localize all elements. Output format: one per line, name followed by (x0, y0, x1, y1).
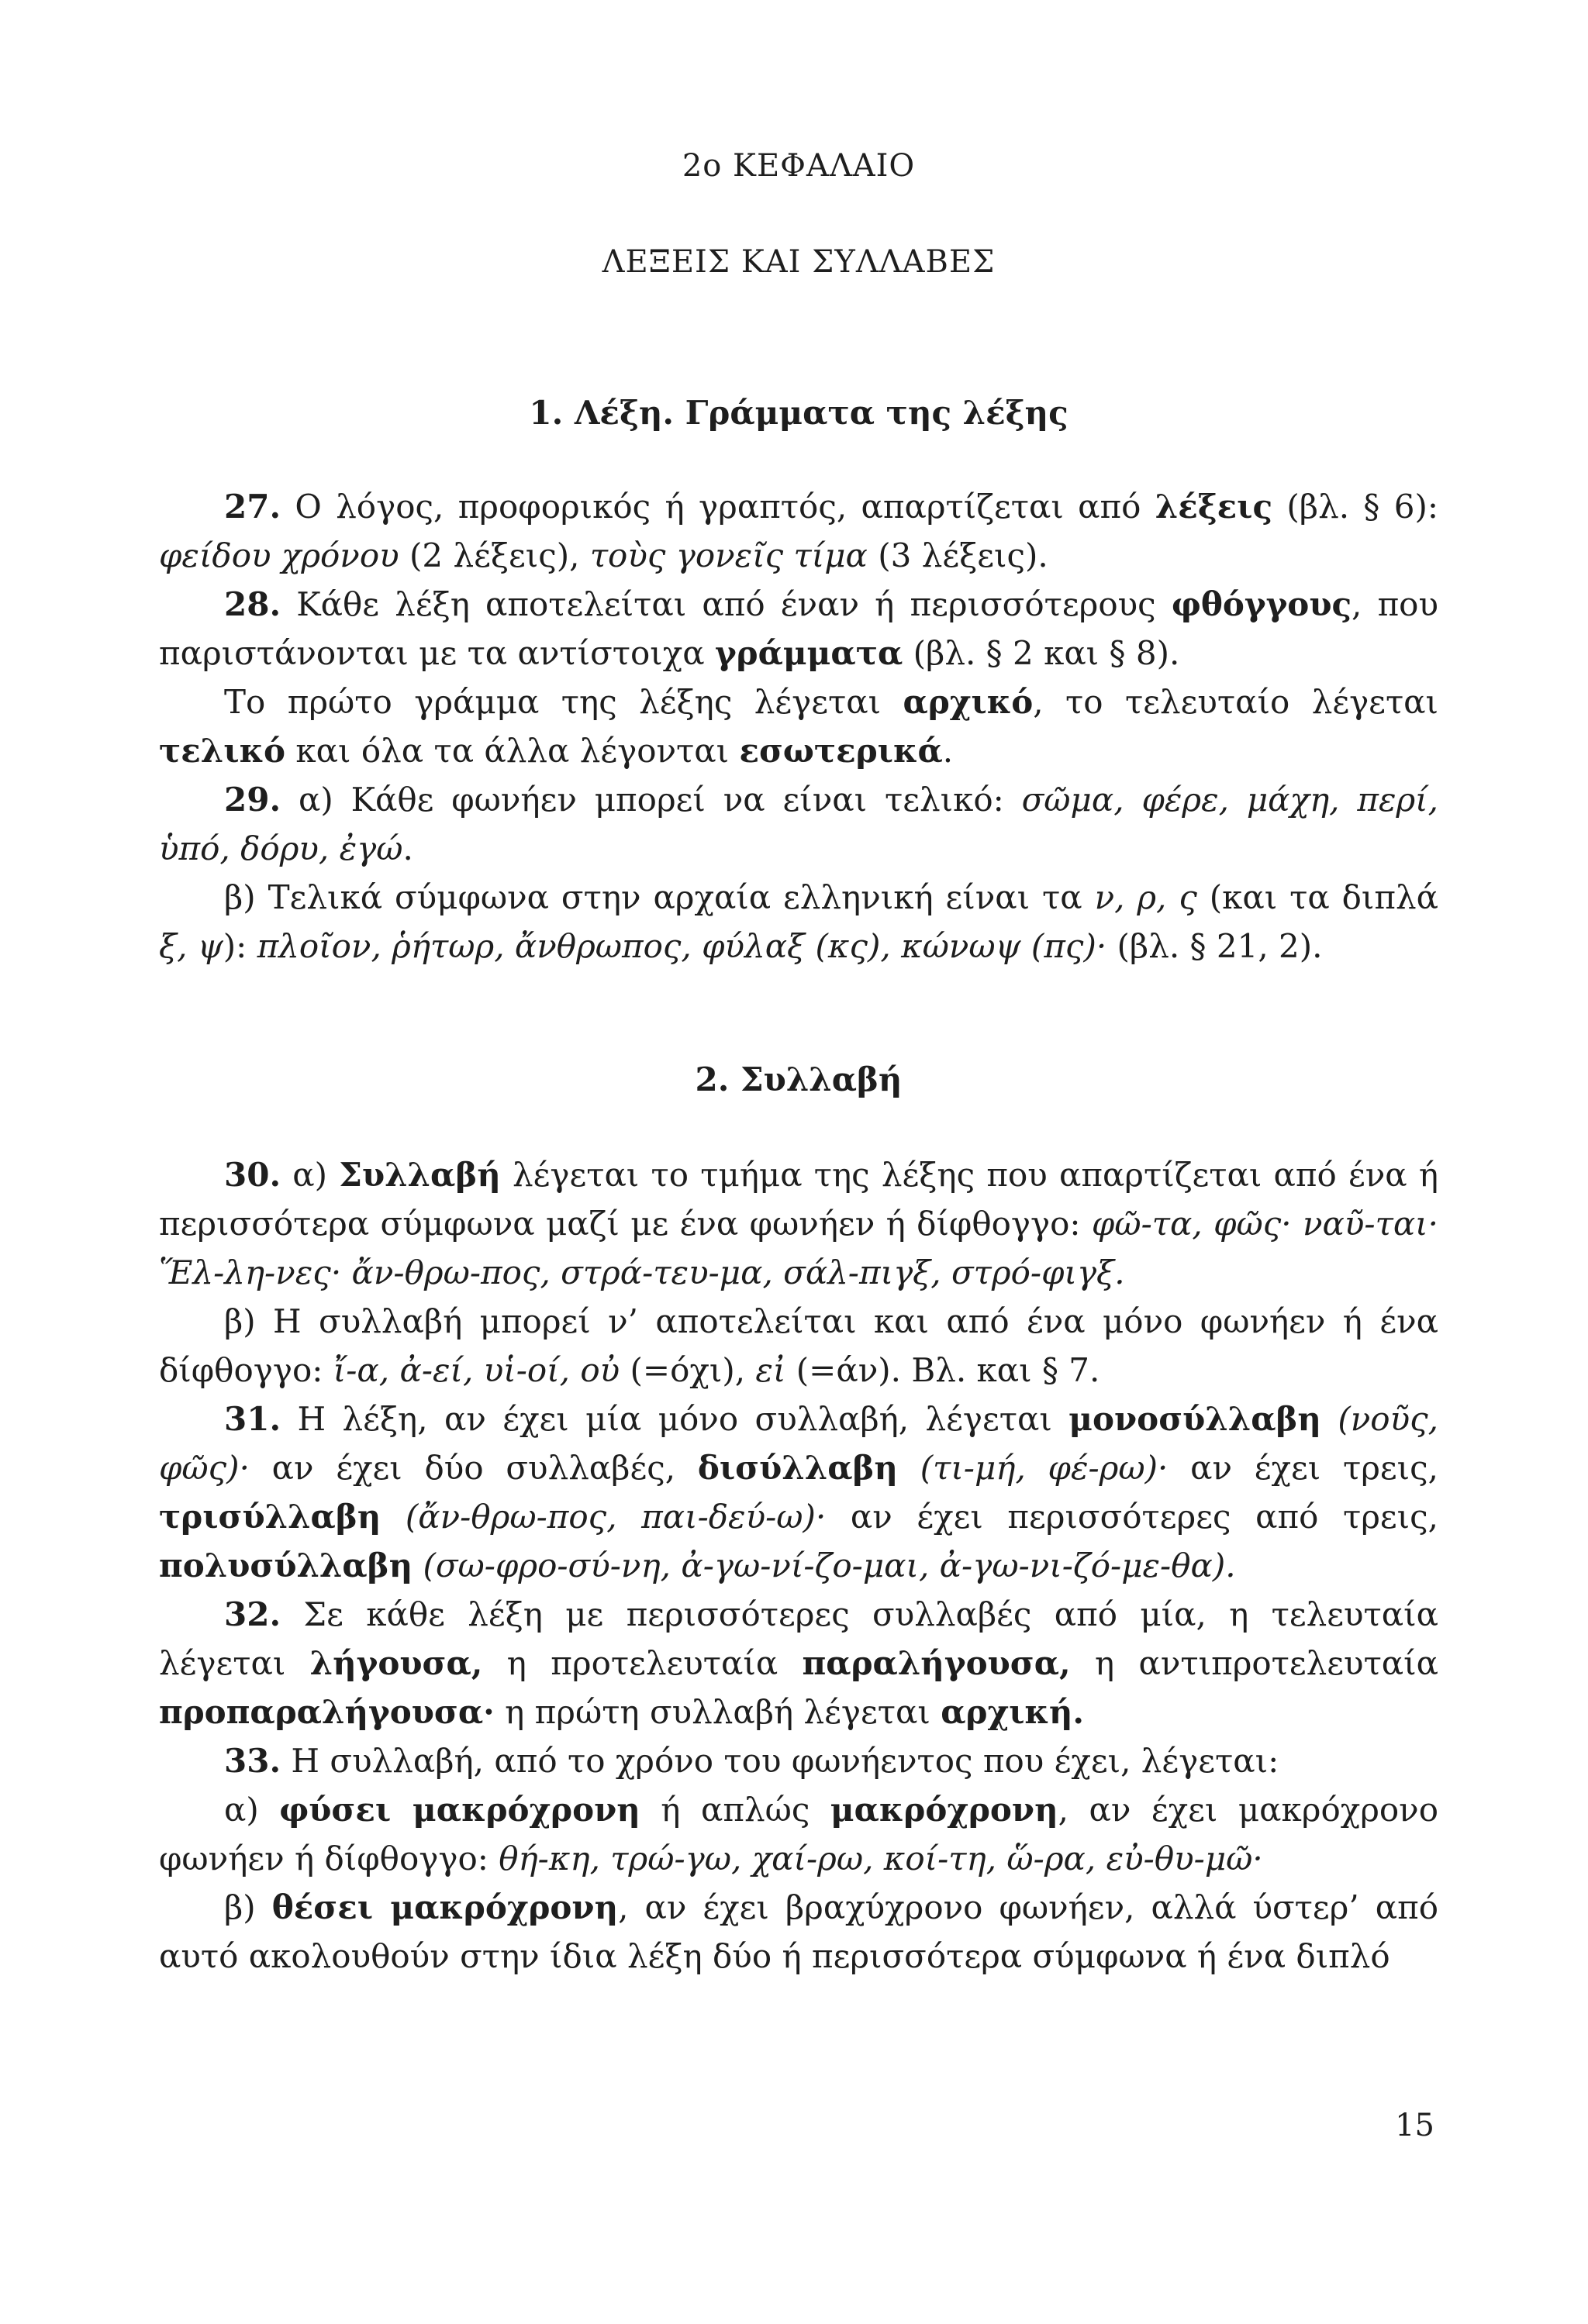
text-run: (=άν). Βλ. και § 7. (785, 1351, 1100, 1389)
text-run: Κάθε λέξη αποτελείται από έναν ή περισσότερους (281, 585, 1172, 623)
text-run: (βλ. § 21, 2). (1106, 927, 1323, 965)
text-run: , αν έχει μακρόχρονο φωνήεν ή δίφθογγο: (159, 1791, 1438, 1877)
bold-term: λήγουσα, (309, 1644, 483, 1682)
bold-term: Συλλαβή (339, 1156, 501, 1194)
text-run: αν έχει τρεις, (1168, 1449, 1438, 1487)
text-run: α) Κάθε φωνήεν μπορεί να είναι τελικό: (281, 781, 1022, 819)
text-run: , που παριστάνονται με τα αντίστοιχα (159, 585, 1438, 672)
text-run (1321, 1400, 1338, 1438)
bold-term: μακρόχρονη (830, 1791, 1058, 1829)
bold-term: 31. (224, 1400, 281, 1438)
text-run: (=όχι), (620, 1351, 756, 1389)
bold-term: φθόγγους (1171, 585, 1352, 623)
italic-example: (σω-φρο-σύ-νη, ἀ-γω-νί-ζο-μαι, ἀ-γω-νι-ζό-με-θα). (423, 1546, 1236, 1584)
text-run: Σε κάθε λέξη με περισσότερες συλλαβές από μία, η τελευταία λέγεται (159, 1595, 1438, 1682)
italic-example: τοὺς γονεῖς τίμα (589, 536, 868, 574)
section-heading-syllable: 2. Συλλαβή (695, 1060, 903, 1098)
text-run: , το τελευταίο λέγεται (1033, 683, 1439, 721)
paragraph (159, 775, 1438, 873)
italic-example: (νοῦς, φῶς)· (159, 1400, 1438, 1487)
bold-term: πολυσύλλαβη (159, 1546, 413, 1584)
text-run: (και τα διπλά (1196, 878, 1438, 916)
section-heading-words: 1. Λέξη. Γράμματα της λέξης (529, 394, 1068, 432)
text-run: και όλα τα άλλα λέγονται (285, 732, 740, 770)
bold-term: παραλήγουσα, (802, 1644, 1071, 1682)
bold-term: θέσει μακρόχρονη (271, 1888, 619, 1926)
text-run (898, 1449, 920, 1487)
text-run: . (402, 829, 413, 867)
text-run: η πρώτη συλλαβή λέγεται (494, 1693, 941, 1731)
italic-example: (τι-μή, φέ-ρω)· (920, 1449, 1169, 1487)
text-run: αν έχει περισσότερες από τρεις, (826, 1498, 1438, 1536)
text-run: η αντιπροτελευταία (1070, 1644, 1438, 1682)
bold-term: προπαραλήγουσα· (159, 1693, 495, 1731)
text-run: α) (224, 1791, 280, 1829)
bold-term: δισύλλαβη (697, 1449, 898, 1487)
bold-term: αρχική. (941, 1693, 1085, 1731)
section-body-syllable (159, 1150, 1438, 1981)
bold-term: 33. (224, 1742, 281, 1780)
bold-term: λέξεις (1155, 488, 1273, 526)
paragraph (159, 1736, 1438, 1785)
text-run: β) Τελικά σύμφωνα στην αρχαία ελληνική είναι τα (224, 878, 1095, 916)
italic-example: φῶ-τα, φῶς· ναῦ-ται· Ἕλ-λη-νες· ἄν-θρω-πος, στρά-τευ-μα, σάλ-πιγξ, στρό-φιγξ. (159, 1205, 1439, 1291)
text-run (381, 1498, 406, 1536)
bold-term: τελικό (159, 732, 286, 770)
paragraph (159, 580, 1438, 678)
paragraph (159, 1150, 1438, 1297)
italic-example: ἴ-α, ἀ-εί, υἱ-οί, οὐ (333, 1351, 620, 1389)
italic-example: (ἄν-θρω-πος, παι-δεύ-ω)· (405, 1498, 827, 1536)
bold-term: 32. (224, 1595, 281, 1633)
bold-term: 28. (224, 585, 281, 623)
text-run: Το πρώτο γράμμα της λέξης λέγεται (224, 683, 903, 721)
italic-example: ξ, ψ (159, 927, 223, 965)
text-run: Ο λόγος, προφορικός ή γραπτός, απαρτίζεται από (281, 488, 1155, 526)
text-run: . (942, 732, 954, 770)
bold-term: 27. (224, 488, 281, 526)
italic-example: πλοῖον, ῥήτωρ, ἄνθρωπος, φύλαξ (κς), κώνωψ (πς)· (257, 927, 1107, 965)
text-run: ή απλώς (640, 1791, 830, 1829)
text-run: α) (281, 1156, 340, 1194)
paragraph (159, 1297, 1438, 1395)
text-run: λέγεται το τμήμα της λέξης που απαρτίζεται από ένα ή περισσότερα σύμφωνα μαζί με ένα φωνήεν ή δίφθογγο: (159, 1156, 1438, 1243)
text-run: αν έχει δύο συλλαβές, (249, 1449, 698, 1487)
text-run: , αν έχει βραχύχρονο φωνήεν, αλλά ύστερ’ από αυτό ακολουθούν στην ίδια λέξη δύο ή περισσότερα σύμφωνα ή ένα διπλό (159, 1888, 1438, 1975)
text-run (413, 1546, 423, 1584)
text-run: (βλ. § 2 και § 8). (903, 634, 1180, 672)
bold-term: 29. (224, 781, 281, 819)
bold-term: αρχικό (903, 683, 1034, 721)
bold-term: εσωτερικά (739, 732, 943, 770)
paragraph (159, 482, 1438, 580)
bold-term: τρισύλλαβη (159, 1498, 381, 1536)
bold-term: γράμματα (714, 634, 903, 672)
paragraph (159, 873, 1438, 971)
bold-term: φύσει μακρόχρονη (279, 1791, 640, 1829)
text-run: ): (223, 927, 257, 965)
italic-example: θή-κη, τρώ-γω, χαί-ρω, κοί-τη, ὥ-ρα, εὐ-θυ-μῶ· (499, 1840, 1263, 1877)
paragraph (159, 1395, 1438, 1590)
chapter-label: 2ο ΚΕΦΑΛΑΙΟ (682, 148, 916, 184)
paragraph (159, 1590, 1438, 1736)
paragraph (159, 1785, 1438, 1883)
paragraph (159, 678, 1438, 775)
text-run: Η λέξη, αν έχει μία μόνο συλλαβή, λέγεται (281, 1400, 1069, 1438)
text-run: (βλ. § 6): (1272, 488, 1438, 526)
text-run: (2 λέξεις), (399, 536, 590, 574)
text-run: (3 λέξεις). (867, 536, 1048, 574)
italic-example: εἰ (755, 1351, 786, 1389)
section-body-words (159, 482, 1438, 971)
page-number: 15 (1395, 2108, 1434, 2143)
chapter-title: ΛΕΞΕΙΣ ΚΑΙ ΣΥΛΛΑΒΕΣ (602, 244, 996, 280)
italic-example: φείδου χρόνου (159, 536, 399, 574)
text-run: η προτελευταία (482, 1644, 803, 1682)
text-run: β) Η συλλαβή μπορεί ν’ αποτελείται και από ένα μόνο φωνήεν ή ένα δίφθογγο: (159, 1302, 1438, 1389)
text-run: β) (224, 1888, 272, 1926)
bold-term: μονοσύλλαβη (1068, 1400, 1321, 1438)
italic-example: σῶμα, φέρε, μάχη, περί, ὑπό, δόρυ, ἐγώ (159, 781, 1438, 867)
bold-term: 30. (224, 1156, 281, 1194)
book-page (159, 147, 1438, 1981)
italic-example: ν, ρ, ς (1094, 878, 1197, 916)
paragraph (159, 1883, 1438, 1981)
text-run: Η συλλαβή, από το χρόνο του φωνήεντος που έχει, λέγεται: (281, 1742, 1279, 1780)
